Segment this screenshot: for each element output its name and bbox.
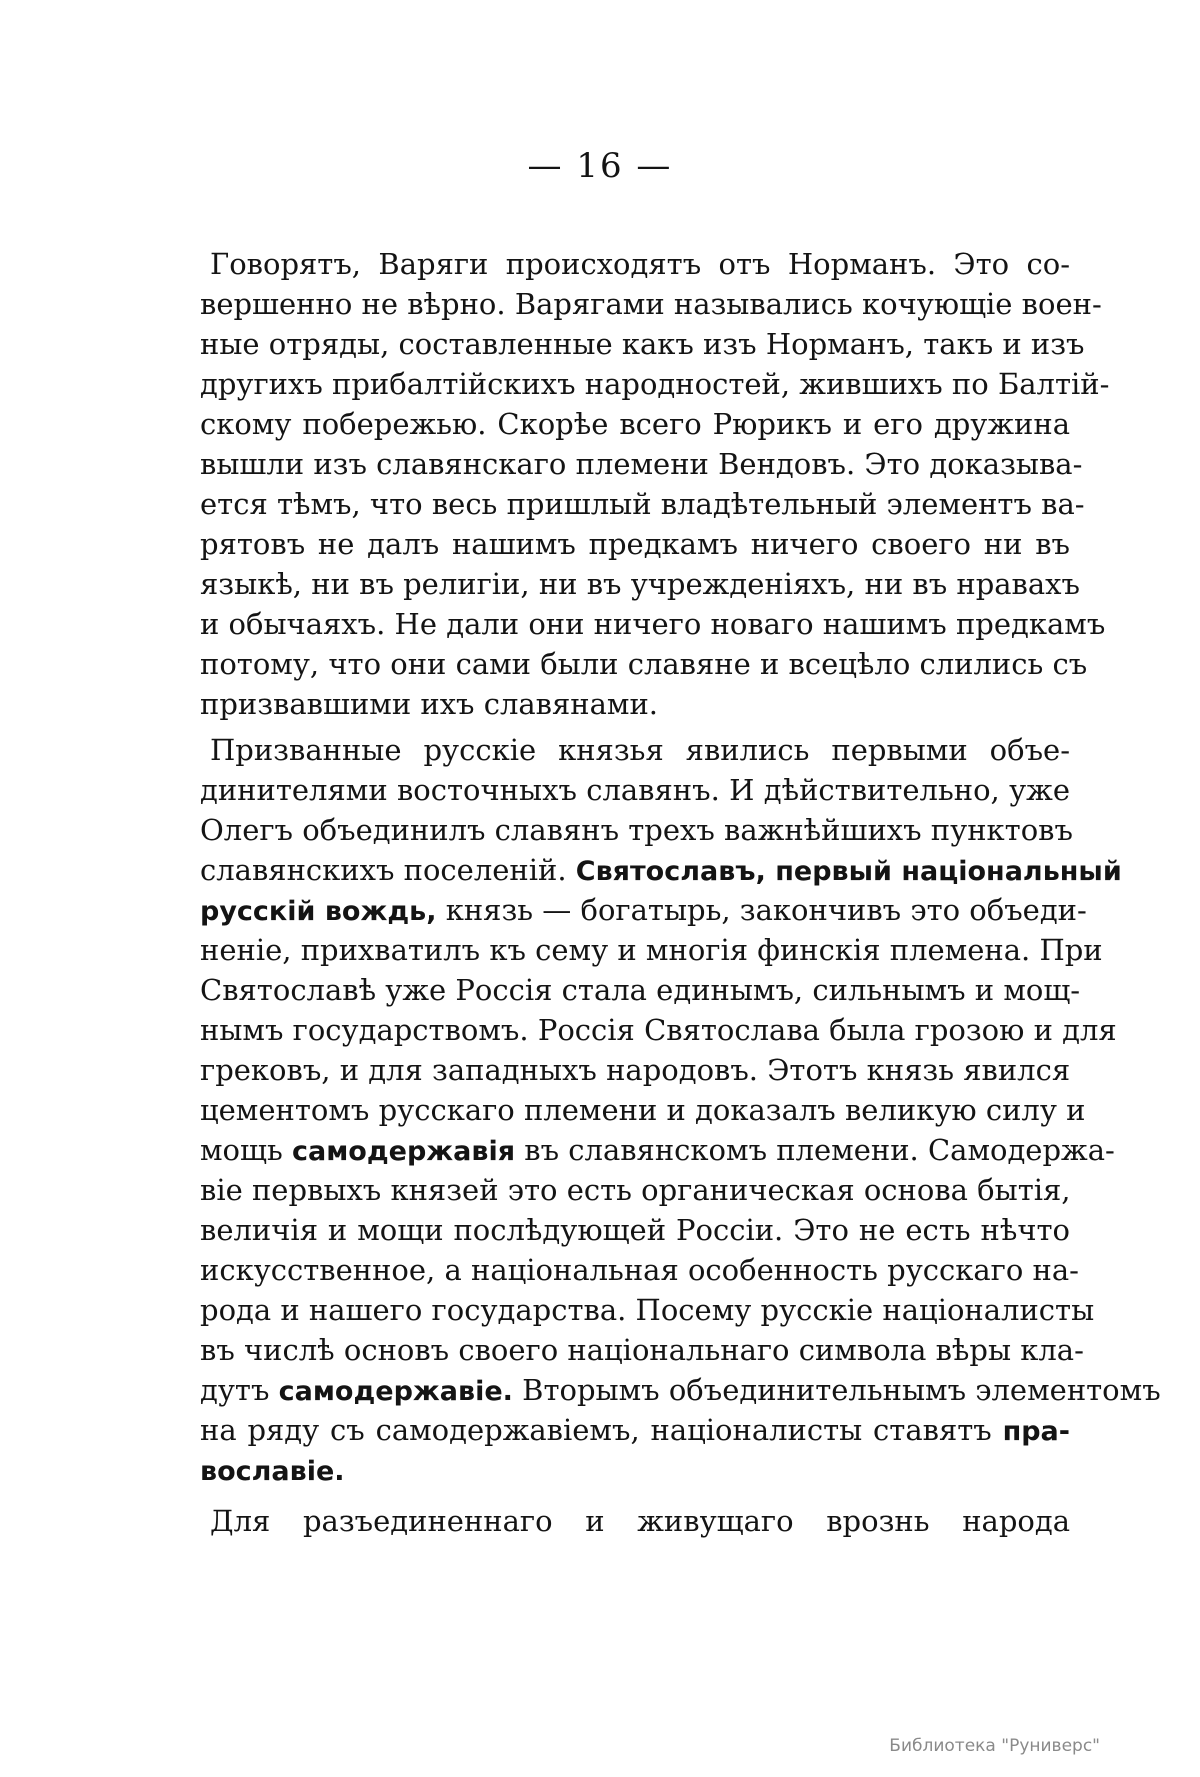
text-line: искусственное, а національная особенность русскаго на- bbox=[200, 1253, 1079, 1287]
text-line: Олегъ объединилъ славянъ трехъ важнѣйшихъ пунктовъ bbox=[200, 813, 1073, 847]
bold-phrase: самодержавіе. bbox=[278, 1376, 513, 1407]
text-segment: на ряду съ самодержавіемъ, націоналисты ставятъ bbox=[200, 1413, 992, 1447]
text-segment: славянскихъ поселеній. bbox=[200, 853, 567, 887]
text-line bbox=[200, 1371, 1161, 1411]
text-line: динителями восточныхъ славянъ. И дѣйствительно, уже bbox=[200, 773, 1070, 807]
text-line bbox=[200, 1131, 1115, 1171]
text-segment: въ славянскомъ племени. Самодержа- bbox=[524, 1133, 1115, 1167]
bold-phrase: Святославъ, первый національный bbox=[575, 856, 1122, 887]
text-line: величія и мощи послѣдующей Россіи. Это не есть нѣчто bbox=[200, 1213, 1070, 1247]
text-line: Святославѣ уже Россія стала единымъ, сильнымъ и мощ- bbox=[200, 973, 1081, 1007]
text-line: потому, что они сами были славяне и всецѣло слились съ bbox=[200, 647, 1088, 681]
text-line: цементомъ русскаго племени и доказалъ великую силу и bbox=[200, 1093, 1086, 1127]
text-line: рода и нашего государства. Посему русскіе націоналисты bbox=[200, 1293, 1095, 1327]
text-line: въ числѣ основъ своего національнаго символа вѣры кла- bbox=[200, 1333, 1084, 1367]
text-segment: мощь bbox=[200, 1133, 283, 1167]
text-line bbox=[200, 1411, 1070, 1451]
text-line bbox=[200, 891, 1087, 931]
text-line: Для разъединеннаго и живущаго врознь народа bbox=[210, 1504, 1070, 1538]
text-line: нымъ государствомъ. Россія Святослава была грозою и для bbox=[200, 1013, 1117, 1047]
text-line: віе первыхъ князей это есть органическая основа бытія, bbox=[200, 1173, 1071, 1207]
text-segment: Вторымъ объединительнымъ элементомъ bbox=[522, 1373, 1161, 1407]
text-line bbox=[200, 851, 1122, 891]
bold-phrase: вославіе. bbox=[200, 1456, 345, 1487]
text-line: другихъ прибалтійскихъ народностей, жившихъ по Балтій- bbox=[200, 367, 1110, 401]
bold-phrase: пра- bbox=[1002, 1416, 1070, 1447]
page-number: — 16 — bbox=[527, 146, 673, 186]
library-watermark: Библиотека "Руниверс" bbox=[889, 1736, 1100, 1756]
text-line: и обычаяхъ. Не дали они ничего новаго нашимъ предкамъ bbox=[200, 607, 1106, 641]
bold-phrase: самодержавія bbox=[292, 1136, 516, 1167]
text-line: рятовъ не далъ нашимъ предкамъ ничего своего ни въ bbox=[200, 527, 1070, 561]
text-line: скому побережью. Скорѣе всего Рюрикъ и его дружина bbox=[200, 407, 1070, 441]
text-segment: дутъ bbox=[200, 1373, 270, 1407]
text-line: ется тѣмъ, что весь пришлый владѣтельный элементъ ва- bbox=[200, 487, 1085, 521]
text-line bbox=[200, 1451, 1070, 1491]
text-line: неніе, прихватилъ къ сему и многія финскія племена. При bbox=[200, 933, 1103, 967]
text-line: вышли изъ славянскаго племени Вендовъ. Это доказыва- bbox=[200, 447, 1083, 481]
text-line: призвавшими ихъ славянами. bbox=[200, 687, 659, 721]
text-line: вершенно не вѣрно. Варягами назывались кочующіе воен- bbox=[200, 287, 1102, 321]
text-segment: князь — богатырь, закончивъ это объеди- bbox=[445, 893, 1087, 927]
text-line: языкѣ, ни въ религіи, ни въ учрежденіяхъ, ни въ нравахъ bbox=[200, 567, 1080, 601]
text-line: ные отряды, составленные какъ изъ Норманъ, такъ и изъ bbox=[200, 327, 1085, 361]
text-line: грековъ, и для западныхъ народовъ. Этотъ князь явился bbox=[200, 1053, 1071, 1087]
text-line: Говорятъ, Варяги происходятъ отъ Норманъ. Это со- bbox=[210, 247, 1070, 281]
text-line: Призванные русскіе князья явились первыми объе- bbox=[210, 733, 1070, 767]
bold-phrase: русскій вождь, bbox=[200, 896, 437, 927]
